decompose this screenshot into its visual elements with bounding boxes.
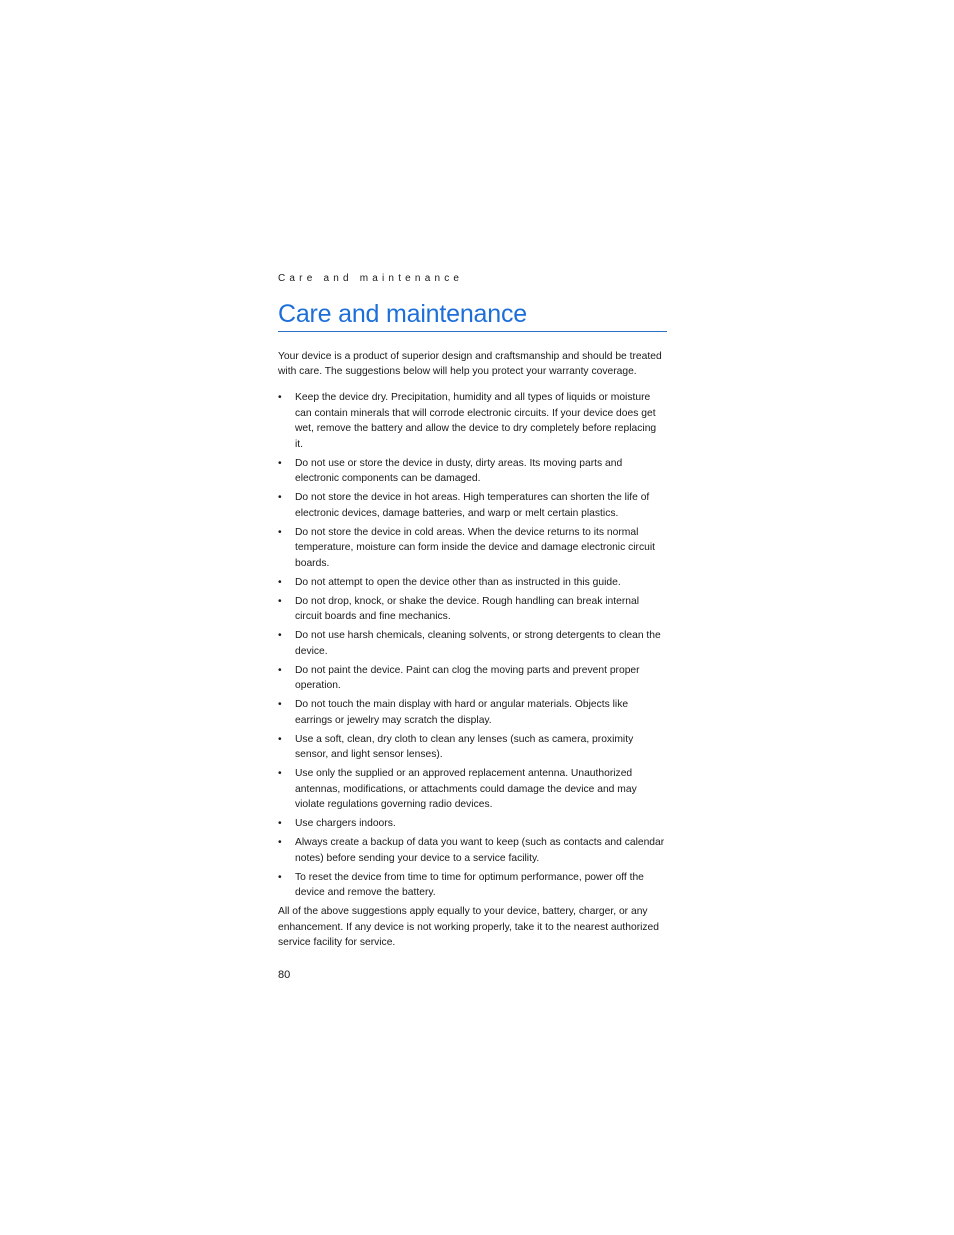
list-item [278,732,667,763]
bullet-icon: • [278,768,282,780]
page-number: 80 [278,968,291,981]
list-item [278,575,667,591]
list-item [278,628,667,659]
list-item-text: Do not paint the device. Paint can clog the moving parts and prevent proper operation. [295,664,640,692]
list-item-text: Do not use or store the device in dusty, dirty areas. Its moving parts and electronic components can be damaged. [295,457,623,485]
list-item-text: Do not touch the main display with hard or angular materials. Objects like earrings or jewelry may scratch the display. [295,699,629,726]
list-item-text: Do not drop, knock, or shake the device. Rough handling can break internal circuit boards and fine mechanics. [295,595,640,623]
bullet-icon: • [278,733,282,745]
list-item-text: To reset the device from time to time for optimum performance, power off the device and remove the battery. [295,871,644,899]
intro-paragraph: Your device is a product of superior design and craftsmanship and should be treated with care. The suggestions below will help you protect your warranty coverage. [278,350,662,378]
list-item-text: Do not store the device in cold areas. When the device returns to its normal temperature, moisture can form inside the device and damage electronic circuit boards. [295,526,655,569]
list-item [278,870,667,901]
list-item [278,835,667,866]
bullet-icon: • [278,630,282,642]
list-item [278,697,667,728]
bullet-icon: • [278,871,282,883]
bullet-icon: • [278,526,282,538]
list-item-text: Always create a backup of data you want to keep (such as contacts and calendar notes) before sending your device to a service facility. [295,837,665,864]
list-item [278,390,667,452]
list-item-text: Use only the supplied or an approved replacement antenna. Unauthorized antennas, modifications, or attachments could damage the device and may violate regulations governing radio devices. [295,768,637,811]
list-item-text: Keep the device dry. Precipitation, humidity and all types of liquids or moisture can contain minerals that will corrode electronic circuits. If your device does get wet, remove the battery and allow the device to dry completely before replacing it. [295,392,657,450]
list-item-text: Use chargers indoors. [295,818,396,830]
running-header: Care and maintenance [278,273,464,284]
document-page [278,272,667,982]
bullet-icon: • [278,818,282,830]
bullet-icon: • [278,392,282,404]
bullet-icon: • [278,837,282,849]
list-item-text: Do not attempt to open the device other than as instructed in this guide. [295,576,621,588]
bullet-icon: • [278,492,282,504]
list-item [278,525,667,572]
bullet-icon: • [278,576,282,588]
list-item [278,663,667,694]
list-item [278,456,667,487]
bullet-icon: • [278,595,282,607]
list-item-text: Do not store the device in hot areas. High temperatures can shorten the life of electronic devices, damage batteries, and warp or melt certain plastics. [295,492,650,519]
section-title: Care and maintenance [278,298,667,332]
bullet-icon: • [278,664,282,676]
list-item [278,816,667,832]
list-item [278,594,667,625]
care-instructions-list [278,390,667,901]
list-item-text: Do not use harsh chemicals, cleaning solvents, or strong detergents to clean the device. [295,630,661,657]
closing-paragraph: All of the above suggestions apply equally to your device, battery, charger, or any enhancement. If any device is not working properly, take it to the nearest authorized service facility for service. [278,906,660,949]
list-item-text: Use a soft, clean, dry cloth to clean any lenses (such as camera, proximity sensor, and light sensor lenses). [295,733,634,761]
bullet-icon: • [278,699,282,711]
bullet-icon: • [278,457,282,469]
list-item [278,490,667,521]
list-item [278,766,667,813]
